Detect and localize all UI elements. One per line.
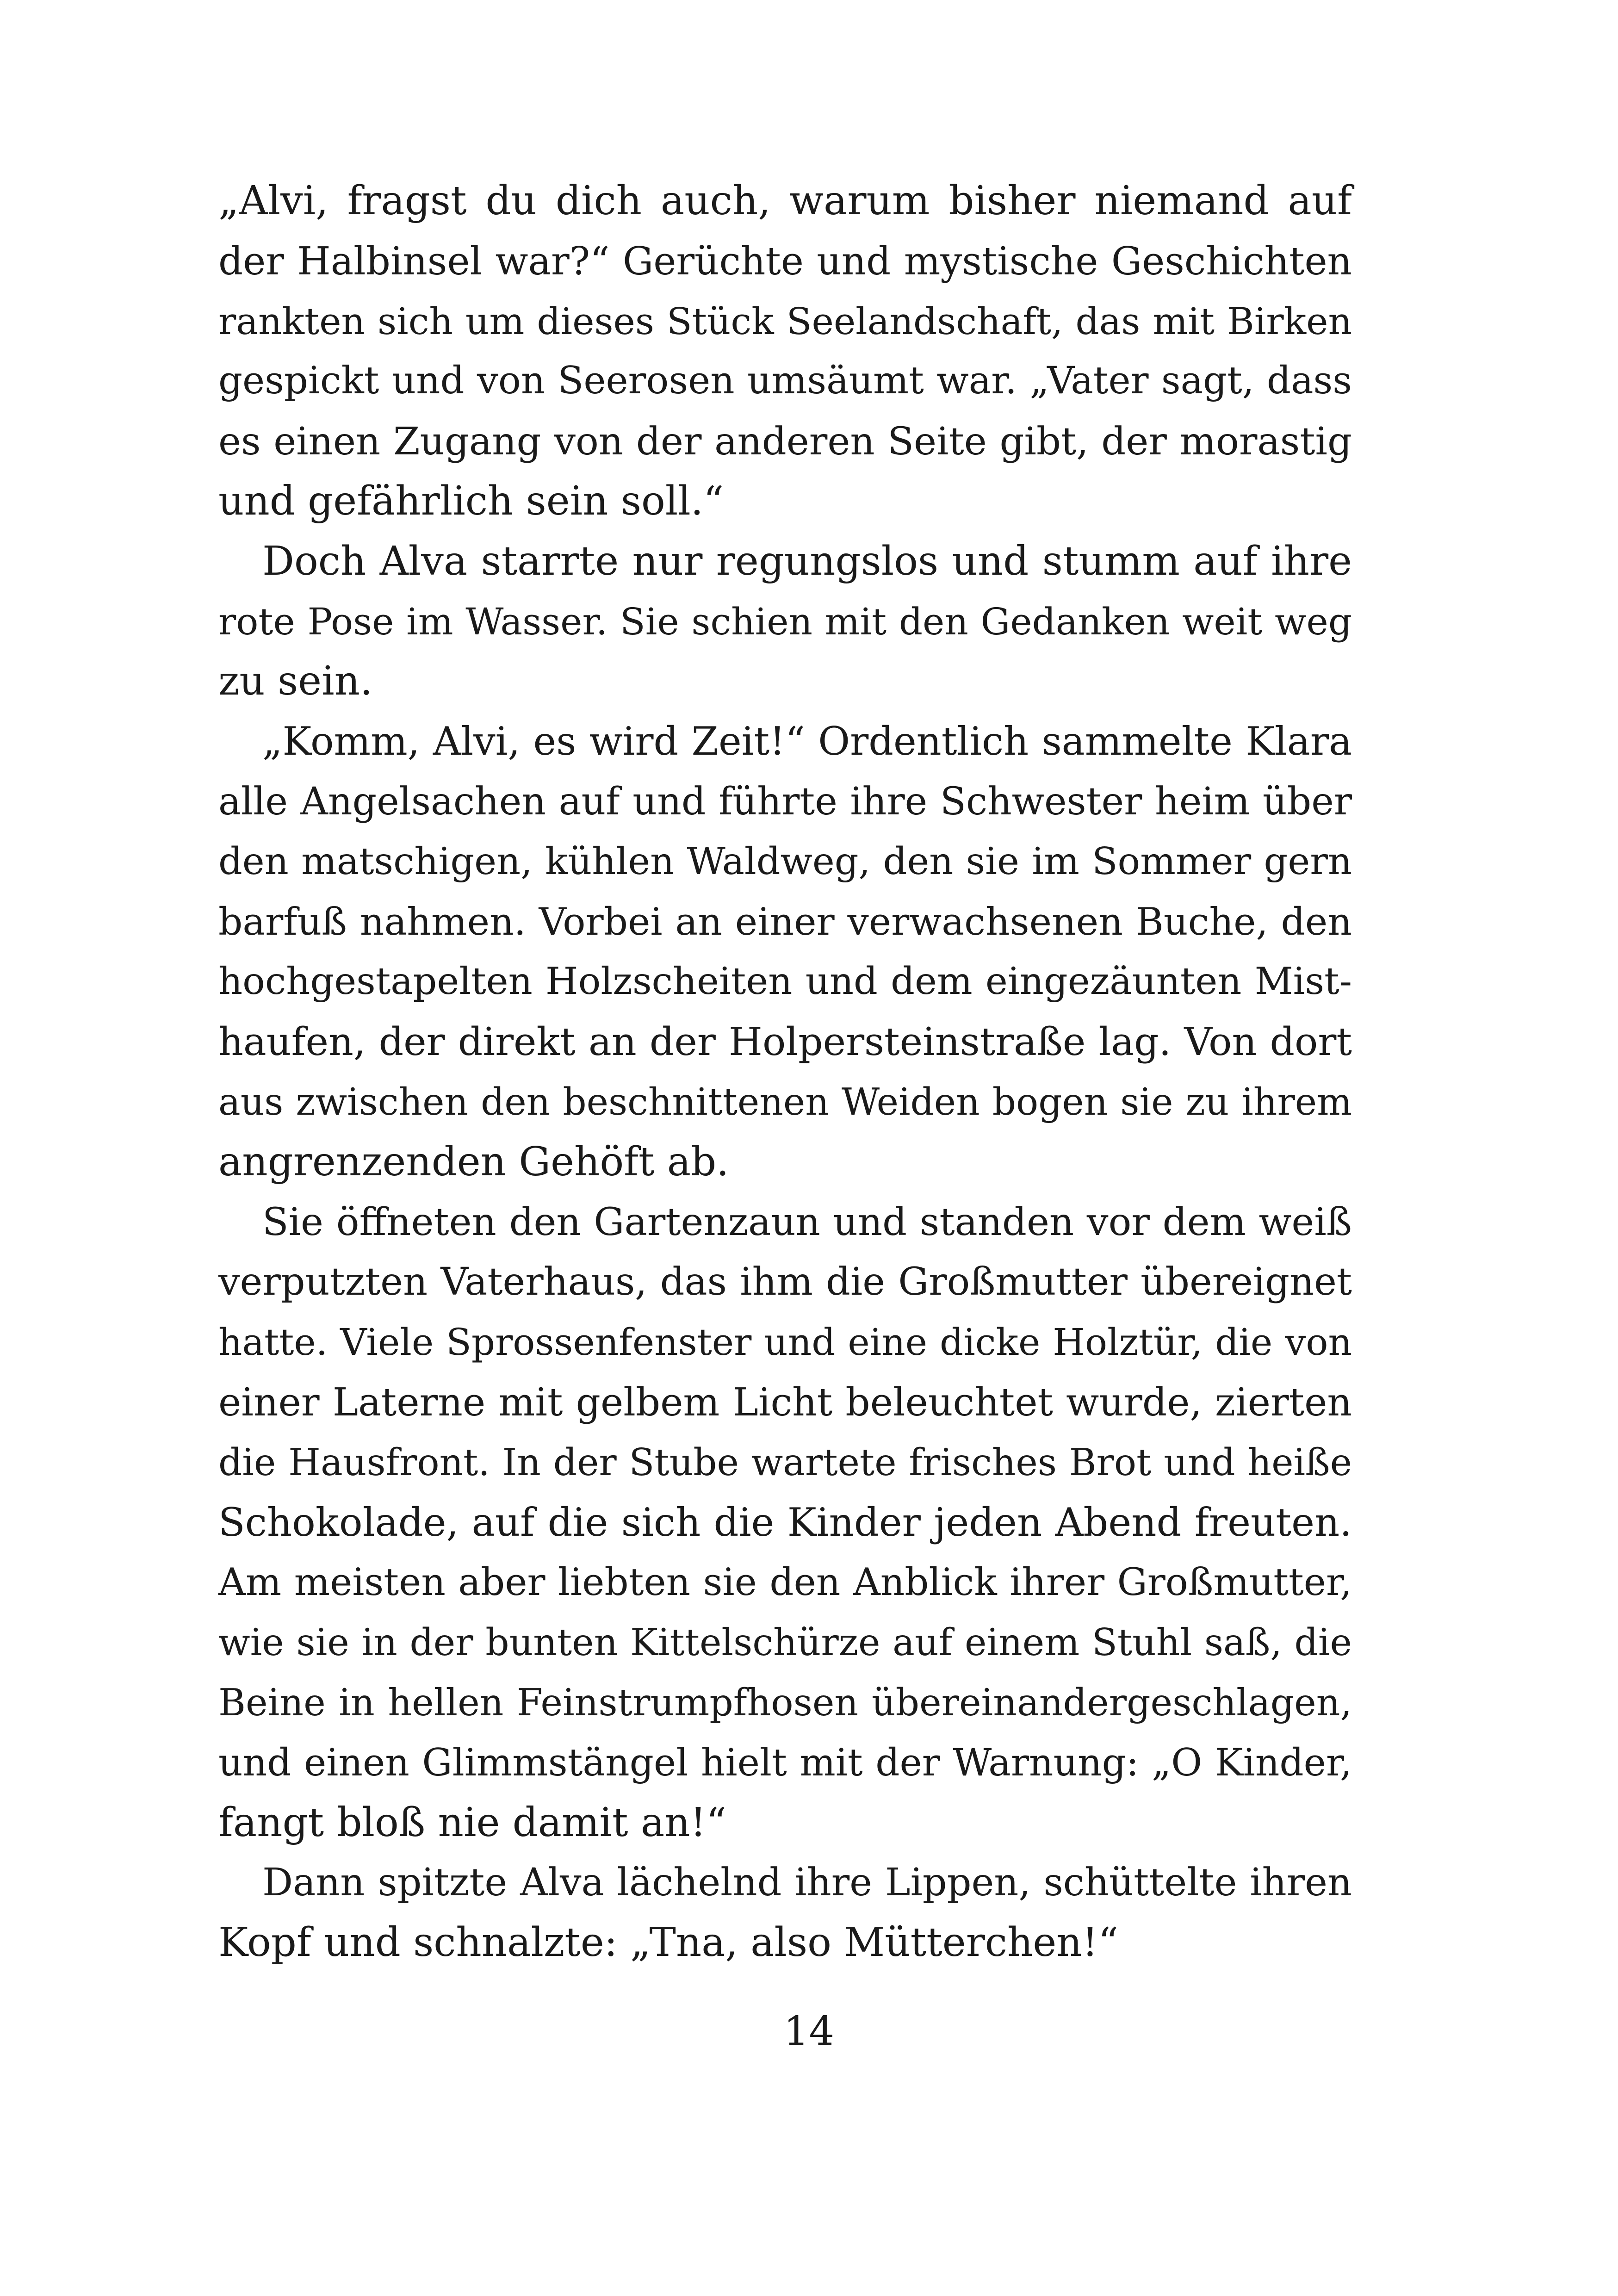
- paragraph: [218, 712, 1352, 1192]
- paragraph: [218, 1192, 1352, 1853]
- text-line: rankten sich um dieses Stück Seelandschaft, das mit Birken: [218, 299, 1352, 343]
- text-line: hochgestapelten Holzscheiten und dem eingezäunten Mist-: [218, 960, 1352, 1004]
- text-line: Sie öffneten den Gartenzaun und standen vor dem weiß: [262, 1199, 1352, 1244]
- text-line: angrenzenden Gehöft ab.: [218, 1138, 729, 1185]
- text-line: haufen, der direkt an der Holpersteinstraße lag. Von dort: [218, 1019, 1352, 1065]
- text-line: Kopf und schnalzte: „Tna, also Mütterchen!“: [218, 1919, 1119, 1966]
- text-line: fangt bloß nie damit an!“: [218, 1799, 727, 1846]
- text-line: barfuß nahmen. Vorbei an einer verwachsenen Buche, den: [218, 900, 1352, 944]
- paragraph: [218, 532, 1352, 712]
- text-line: der Halbinsel war?“ Gerüchte und mystische Geschichten: [218, 238, 1352, 284]
- text-line: rote Pose im Wasser. Sie schien mit den Gedanken weit weg: [218, 600, 1352, 643]
- text-line: es einen Zugang von der anderen Seite gibt, der morastig: [218, 419, 1352, 464]
- text-line: „Komm, Alvi, es wird Zeit!“ Ordentlich sammelte Klara: [262, 719, 1352, 764]
- paragraph: [218, 171, 1352, 532]
- body-text: [218, 171, 1352, 1973]
- text-line: zu sein.: [218, 658, 373, 705]
- text-line: „Alvi, fragst du dich auch, warum bisher niemand auf: [218, 178, 1352, 224]
- text-line: verputzten Vaterhaus, das ihm die Großmutter übereignet: [218, 1260, 1352, 1304]
- text-line: und einen Glimmstängel hielt mit der Warnung: „O Kinder,: [218, 1740, 1352, 1785]
- text-line: wie sie in der bunten Kittelschürze auf einem Stuhl saß, die: [218, 1621, 1352, 1664]
- text-line: den matschigen, kühlen Waldweg, den sie im Sommer gern: [218, 839, 1352, 883]
- text-line: alle Angelsachen auf und führte ihre Schwester heim über: [218, 779, 1352, 824]
- text-line: Beine in hellen Feinstrumpfhosen übereinandergeschlagen,: [218, 1680, 1352, 1724]
- text-line: die Hausfront. In der Stube wartete frisches Brot und heiße: [218, 1440, 1352, 1484]
- text-line: aus zwischen den beschnittenen Weiden bogen sie zu ihrem: [218, 1080, 1352, 1123]
- text-line: hatte. Viele Sprossenfenster und eine dicke Holztür, die von: [218, 1321, 1352, 1364]
- text-line: Dann spitzte Alva lächelnd ihre Lippen, schüttelte ihren: [262, 1860, 1352, 1905]
- paragraph: [218, 1853, 1352, 1973]
- text-line: Am meisten aber liebten sie den Anblick ihrer Großmutter,: [218, 1560, 1352, 1605]
- text-line: einer Laterne mit gelbem Licht beleuchtet wurde, zierten: [218, 1379, 1352, 1425]
- page-number: 14: [783, 2008, 835, 2054]
- text-line: und gefährlich sein soll.“: [218, 478, 724, 524]
- text-line: Schokolade, auf die sich die Kinder jeden Abend freuten.: [218, 1499, 1352, 1545]
- text-line: gespickt und von Seerosen umsäumt war. „Vater sagt, dass: [218, 359, 1352, 403]
- text-line: Doch Alva starrte nur regungslos und stumm auf ihre: [262, 538, 1352, 584]
